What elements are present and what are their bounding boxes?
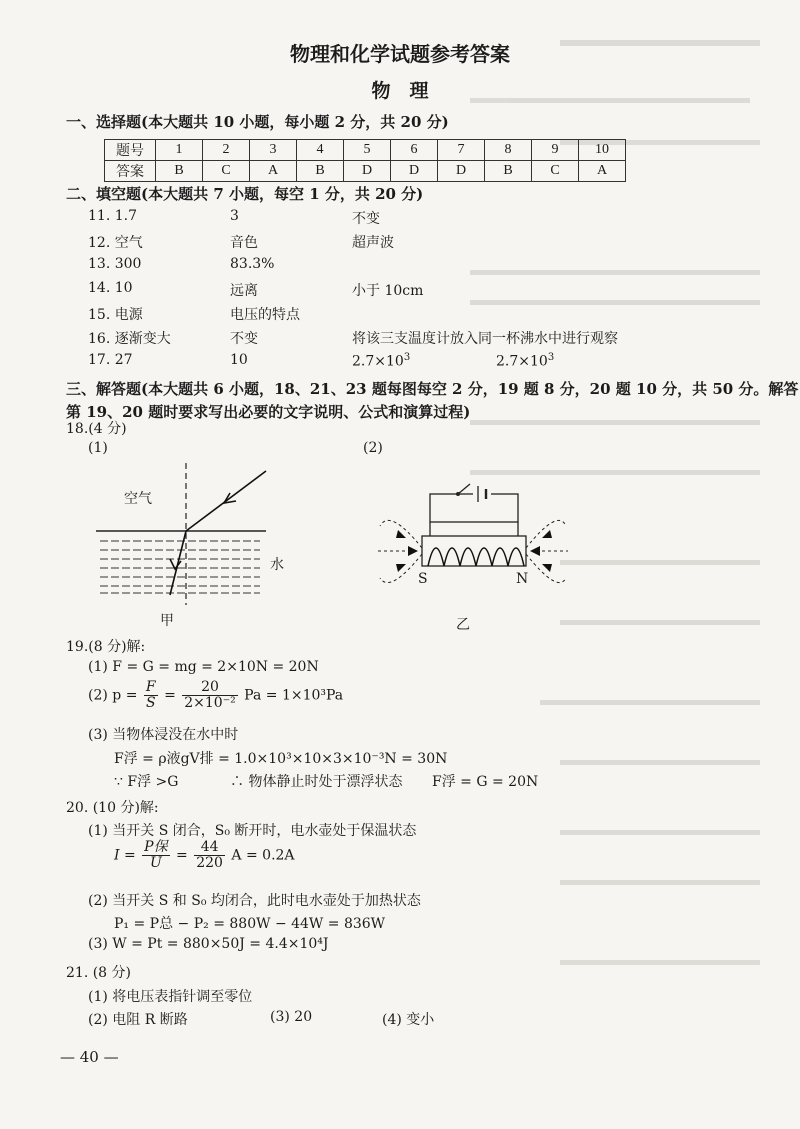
fill-answer: 超声波 [352,235,394,251]
fill-answer: 远离 [230,283,258,299]
answer-table [104,139,626,182]
page-title: 物理和化学试题参考答案 [290,42,510,66]
section3-heading-cont: 第 19、20 题时要求写出必要的文字说明、公式和演算过程) [66,403,471,421]
answer-row [105,161,626,182]
fill-answer: 小于 10cm [352,283,424,299]
q21-line1: (1) 将电压表指针调至零位 [88,989,253,1005]
q20-label: 20. (10 分)解: [66,800,159,816]
q21-line2b: (3) 20 [270,1009,313,1025]
question-cell: 5 [344,140,391,161]
question-cell: 4 [297,140,344,161]
q19-line4: F浮 = ρ液gV排 = 1.0×10³×10×3×10⁻³N = 30N [114,751,448,767]
answer-cell: C [532,161,579,182]
answer-row-label: 答案 [105,161,156,182]
section2-heading: 二、填空题(本大题共 7 小题，每空 1 分，共 20 分) [66,185,424,203]
question-cell: 3 [250,140,297,161]
air-label: 空气 [124,491,152,507]
answer-cell: B [485,161,532,182]
diagram-jia-caption: 甲 [160,613,174,629]
section1-heading: 一、选择题(本大题共 10 小题，每小题 2 分，共 20 分) [66,113,449,131]
fill-answer: 电压的特点 [230,307,300,323]
question-cell: 6 [391,140,438,161]
q20-line4: P₁ = P总 − P₂ = 880W − 44W = 836W [114,916,386,932]
question-cell: 10 [579,140,626,161]
q20-line3: (2) 当开关 S 和 S₀ 均闭合，此时电水壶处于加热状态 [88,893,421,909]
diagram-yi-caption: 乙 [456,617,470,633]
question-cell: 2 [203,140,250,161]
fill-answer: 12. 空气 [88,235,143,251]
q19-line5c: F浮 = G = 20N [432,774,539,790]
refraction-diagram [90,455,290,625]
fill-answer: $2.7\times 10^3$ [496,352,555,370]
answer-cell: B [156,161,203,182]
answer-cell: D [391,161,438,182]
answer-cell: D [344,161,391,182]
q18-part1-label: (1) [88,440,108,456]
fill-answer: 17. 27 [88,352,133,368]
fill-answer: 16. 逐渐变大 [88,331,171,347]
q21-line2c: (4) 变小 [382,1012,435,1028]
q18-part2-label: (2) [363,440,383,456]
q19-line1: (1) F = G = mg = 2×10N = 20N [88,659,319,675]
q19-label: 19.(8 分)解: [66,639,146,655]
q18-label: 18.(4 分) [66,421,127,437]
answer-cell: B [297,161,344,182]
fill-answer: 不变 [230,331,258,347]
fill-answer: 3 [230,208,239,224]
subject-heading: 物 理 [371,80,429,102]
answer-cell: A [579,161,626,182]
answer-cell: D [438,161,485,182]
fill-answer: 15. 电源 [88,307,143,323]
question-cell: 9 [532,140,579,161]
q19-line2: (2) p = $\frac{F}{S}$ = $\frac{20}{\text{2×10⁻²}}$ Pa = 1×10³Pa [88,679,344,711]
fill-answer: 11. 1.7 [88,208,137,224]
q19-line3: (3) 当物体浸没在水中时 [88,727,239,743]
q19-line5a: ∵ F浮 >G [114,774,179,790]
fill-answer: 将该三支温度计放入同一杯沸水中进行观察 [352,331,618,347]
question-cell: 8 [485,140,532,161]
answer-cell: A [250,161,297,182]
question-cell: 1 [156,140,203,161]
answer-cell: C [203,161,250,182]
fill-answer: $2.7\times 10^3$ [352,352,411,370]
south-pole-label: S [418,571,428,587]
q20-line5: (3) W = Pt = 880×50J = 4.4×10⁴J [88,936,329,952]
section3-heading: 三、解答题(本大题共 6 小题，18、21、23 题每图每空 2 分，19 题 8 分，20 题 10 分，共 50 分。解答 [66,380,799,398]
page-number: — 40 — [60,1048,119,1066]
question-row-label: 题号 [105,140,156,161]
water-label: 水 [270,557,284,573]
q21-label: 21. (8 分) [66,965,131,981]
q21-line2a: (2) 电阻 R 断路 [88,1012,188,1028]
question-row [105,140,626,161]
q19-line5b: ∴ 物体静止时处于漂浮状态 [230,774,403,790]
fill-answer: 音色 [230,235,258,251]
fill-answer: 83.3% [230,256,275,272]
solenoid-diagram [370,478,570,628]
question-cell: 7 [438,140,485,161]
fill-answer: 不变 [352,211,380,227]
fill-answer: 10 [230,352,248,368]
fill-answer: 13. 300 [88,256,142,272]
q20-line2: I = $\frac{\text{P保}}{U}$ = $\frac{44}{220}$ A = 0.2A [114,839,295,871]
north-pole-label: N [516,571,529,587]
fill-answer: 14. 10 [88,280,133,296]
q20-line1: (1) 当开关 S 闭合，S₀ 断开时，电水壶处于保温状态 [88,823,417,839]
